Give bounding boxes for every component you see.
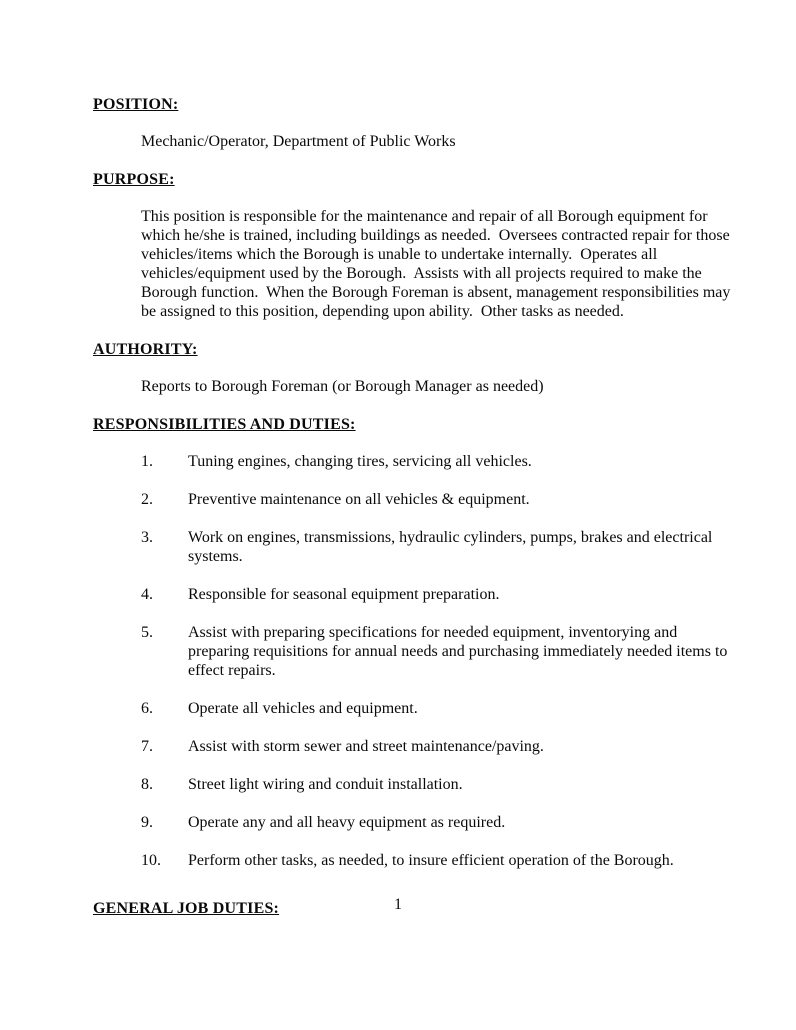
section-responsibilities	[93, 415, 734, 870]
duty-list-item	[141, 452, 734, 471]
duty-item-text: Operate any and all heavy equipment as required.	[188, 814, 506, 831]
duty-item-number: 8.	[141, 776, 153, 793]
duty-list-item	[141, 585, 734, 604]
duty-item-number: 3.	[141, 529, 153, 546]
duty-list-item	[141, 528, 734, 566]
duty-item-text: Street light wiring and conduit installation.	[188, 776, 463, 793]
duty-item-number: 4.	[141, 586, 153, 603]
duty-item-text: Assist with storm sewer and street maintenance/paving.	[188, 738, 544, 755]
section-position	[93, 95, 734, 151]
section-authority	[93, 340, 734, 396]
duty-list-item	[141, 775, 734, 794]
general-job-duties-heading: GENERAL JOB DUTIES:	[93, 900, 280, 917]
duty-item-number: 5.	[141, 624, 153, 641]
duty-item-text: Perform other tasks, as needed, to insure efficient operation of the Borough.	[188, 852, 674, 869]
duty-list-item	[141, 737, 734, 756]
duty-list-item	[141, 813, 734, 832]
authority-body: Reports to Borough Foreman (or Borough Manager as needed)	[141, 378, 544, 395]
duty-item-number: 9.	[141, 814, 153, 831]
page-number: 1	[394, 896, 402, 913]
purpose-body: This position is responsible for the maintenance and repair of all Borough equipment for which he/she is trained, including buildings as needed. Oversees contracted repair for those vehicles/items which the Borough is unable to undertake internally. Operates all vehicles/equipment used by the Borough. Assists with all projects required to make the Borough function. When the Borough Foreman is absent, management responsibilities may be assigned to this position, depending upon ability. Other tasks as needed.	[141, 208, 735, 320]
purpose-heading: PURPOSE:	[93, 171, 175, 188]
responsibilities-heading: RESPONSIBILITIES AND DUTIES:	[93, 416, 356, 433]
duty-item-text: Assist with preparing specifications for needed equipment, inventorying and preparing requisitions for annual needs and purchasing immediately needed items to effect repairs.	[188, 624, 732, 679]
duty-item-text: Tuning engines, changing tires, servicing all vehicles.	[188, 453, 532, 470]
duty-list-item	[141, 851, 734, 870]
duty-list-item	[141, 623, 734, 680]
authority-heading: AUTHORITY:	[93, 341, 198, 358]
duty-item-text: Responsible for seasonal equipment preparation.	[188, 586, 500, 603]
duty-item-text: Preventive maintenance on all vehicles & equipment.	[188, 491, 530, 508]
duty-item-number: 7.	[141, 738, 153, 755]
duty-item-number: 1.	[141, 453, 153, 470]
duty-item-number: 2.	[141, 491, 153, 508]
duty-item-text: Operate all vehicles and equipment.	[188, 700, 418, 717]
section-purpose	[93, 170, 734, 321]
duty-item-number: 10.	[141, 852, 161, 869]
duty-item-text: Work on engines, transmissions, hydraulic cylinders, pumps, brakes and electrical systems.	[188, 529, 717, 565]
position-body: Mechanic/Operator, Department of Public Works	[141, 133, 456, 150]
position-heading: POSITION:	[93, 96, 179, 113]
duty-item-number: 6.	[141, 700, 153, 717]
responsibilities-list	[141, 452, 734, 870]
duty-list-item	[141, 699, 734, 718]
duty-list-item	[141, 490, 734, 509]
